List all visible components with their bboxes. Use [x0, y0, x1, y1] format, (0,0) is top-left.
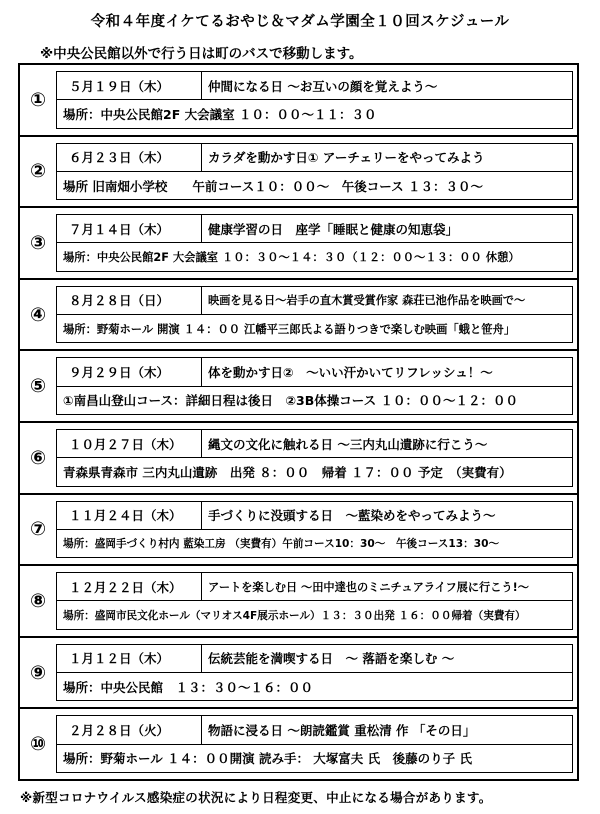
- session-5: [20, 351, 577, 423]
- session-date: ９月２９日（木）: [57, 358, 202, 385]
- session-7: [20, 495, 577, 567]
- session-header: [57, 358, 572, 386]
- session-detail: 場所：野菊ホール 開演 １４：００ 江幡平三郎氏よる語りつきで楽しむ映画「蛾と笹舟」: [63, 322, 516, 336]
- session-date: ２月２８日（火）: [57, 716, 202, 743]
- session-theme: 手づくりに没頭する日 ～藍染めをやってみよう～: [208, 508, 496, 524]
- session-10: [20, 709, 577, 779]
- session-theme: 物語に浸る日 ～朗読鑑賞 重松清 作 「その日」: [208, 722, 476, 738]
- session-date: ７月１４日（木）: [57, 215, 202, 242]
- covid-note: ※新型コロナウイルス感染症の状況により日程変更、中止になる場合があります。: [20, 790, 492, 805]
- session-detail: 場所：中央公民館2F 大会議室 １０：３０～１４：３０（１２：００～１３：００ 休憩）: [63, 251, 520, 265]
- session-8: [20, 566, 577, 638]
- session-header: [57, 287, 572, 315]
- session-detail: ①南昌山登山コース：詳細日程は後日 ②3B体操コース １０：００～１２：００: [63, 393, 518, 409]
- session-header: [57, 144, 572, 172]
- session-theme: 縄文の文化に触れる日 ～三内丸山遺跡に行こう～: [208, 436, 488, 452]
- page-title: 令和４年度イケてるおやじ＆マダム学園全１０回スケジュール: [90, 14, 510, 30]
- session-theme: 体を動かす日② ～いい汗かいてリフレッシュ！～: [208, 365, 493, 381]
- session-box: [56, 572, 573, 630]
- schedule-table: [18, 63, 579, 781]
- session-6: [20, 423, 577, 495]
- session-header: [57, 573, 572, 601]
- session-header: [57, 645, 572, 673]
- session-box: [56, 644, 573, 702]
- session-theme: 伝統芸能を満喫する日 ～ 落語を楽しむ ～: [208, 651, 455, 667]
- session-number: ⑤: [29, 375, 47, 398]
- session-2: [20, 137, 577, 209]
- session-theme: アートを楽しむ日 ～田中達也のミニチュアライフ展に行こう!～: [208, 580, 529, 594]
- session-date: １０月２７日（木）: [57, 430, 202, 457]
- session-number: ③: [29, 231, 47, 254]
- session-box: [56, 71, 573, 129]
- session-date: １月１２日（木）: [57, 645, 202, 672]
- session-9: [20, 638, 577, 710]
- session-number: ⑥: [29, 446, 47, 469]
- session-theme: カラダを動かす日① アーチェリーをやってみよう: [208, 150, 485, 166]
- session-detail: 場所：中央公民館 １３：３０～１６：００: [63, 679, 314, 695]
- session-box: [56, 143, 573, 201]
- session-box: [56, 357, 573, 415]
- session-header: [57, 430, 572, 458]
- session-detail: 青森県青森市 三内丸山遺跡 出発 ８：００ 帰着 １７：００ 予定 （実費有）: [63, 464, 512, 480]
- session-date: １１月２４日（木）: [57, 502, 202, 529]
- session-header: [57, 215, 572, 243]
- session-box: [56, 286, 573, 344]
- session-detail: 場所：盛岡手づくり村内 藍染工房 （実費有）午前コース10：30～ 午後コース13：30～: [63, 538, 500, 550]
- session-date: １２月２２日（木）: [57, 573, 202, 600]
- session-header: [57, 716, 572, 744]
- session-detail: 場所：盛岡市民文化ホール（マリオス4F展示ホール）１３：３０出発 １６：００帰着（実費有）: [63, 609, 526, 622]
- session-theme: 仲間になる日 ～お互いの顔を覚えよう～: [208, 78, 438, 94]
- session-date: ８月２８日（日）: [57, 287, 202, 314]
- session-box: [56, 214, 573, 272]
- session-box: [56, 501, 573, 559]
- session-3: [20, 208, 577, 280]
- session-theme: 映画を見る日～岩手の直木賞受賞作家 森荘已池作品を映画で～: [208, 294, 526, 308]
- session-detail: 場所 旧南畑小学校 午前コース１０：００～ 午後コース １３：３０～: [63, 178, 483, 194]
- session-header: [57, 502, 572, 530]
- session-number: ②: [29, 160, 47, 183]
- session-theme: 健康学習の日 座学「睡眠と健康の知恵袋」: [208, 221, 459, 237]
- session-detail: 場所：中央公民館2F 大会議室 １０：００～１１：３０: [63, 106, 377, 122]
- session-number: ⑩: [29, 733, 47, 756]
- session-date: ５月１９日（木）: [57, 72, 202, 99]
- session-header: [57, 72, 572, 100]
- bus-note: ※中央公民館以外で行う日は町のバスで移動します。: [40, 46, 363, 62]
- session-number: ⑧: [29, 589, 47, 612]
- session-1: [20, 65, 577, 137]
- schedule-rows: [20, 65, 577, 779]
- session-4: [20, 280, 577, 352]
- session-detail: 場所：野菊ホール １４：００開演 読み手： 大塚富夫 氏 後藤のり子 氏: [63, 751, 473, 767]
- session-date: ６月２３日（木）: [57, 144, 202, 171]
- session-box: [56, 715, 573, 773]
- session-box: [56, 429, 573, 487]
- session-number: ⑨: [29, 661, 47, 684]
- session-number: ①: [29, 88, 47, 111]
- session-number: ④: [29, 303, 47, 326]
- session-number: ⑦: [29, 518, 47, 541]
